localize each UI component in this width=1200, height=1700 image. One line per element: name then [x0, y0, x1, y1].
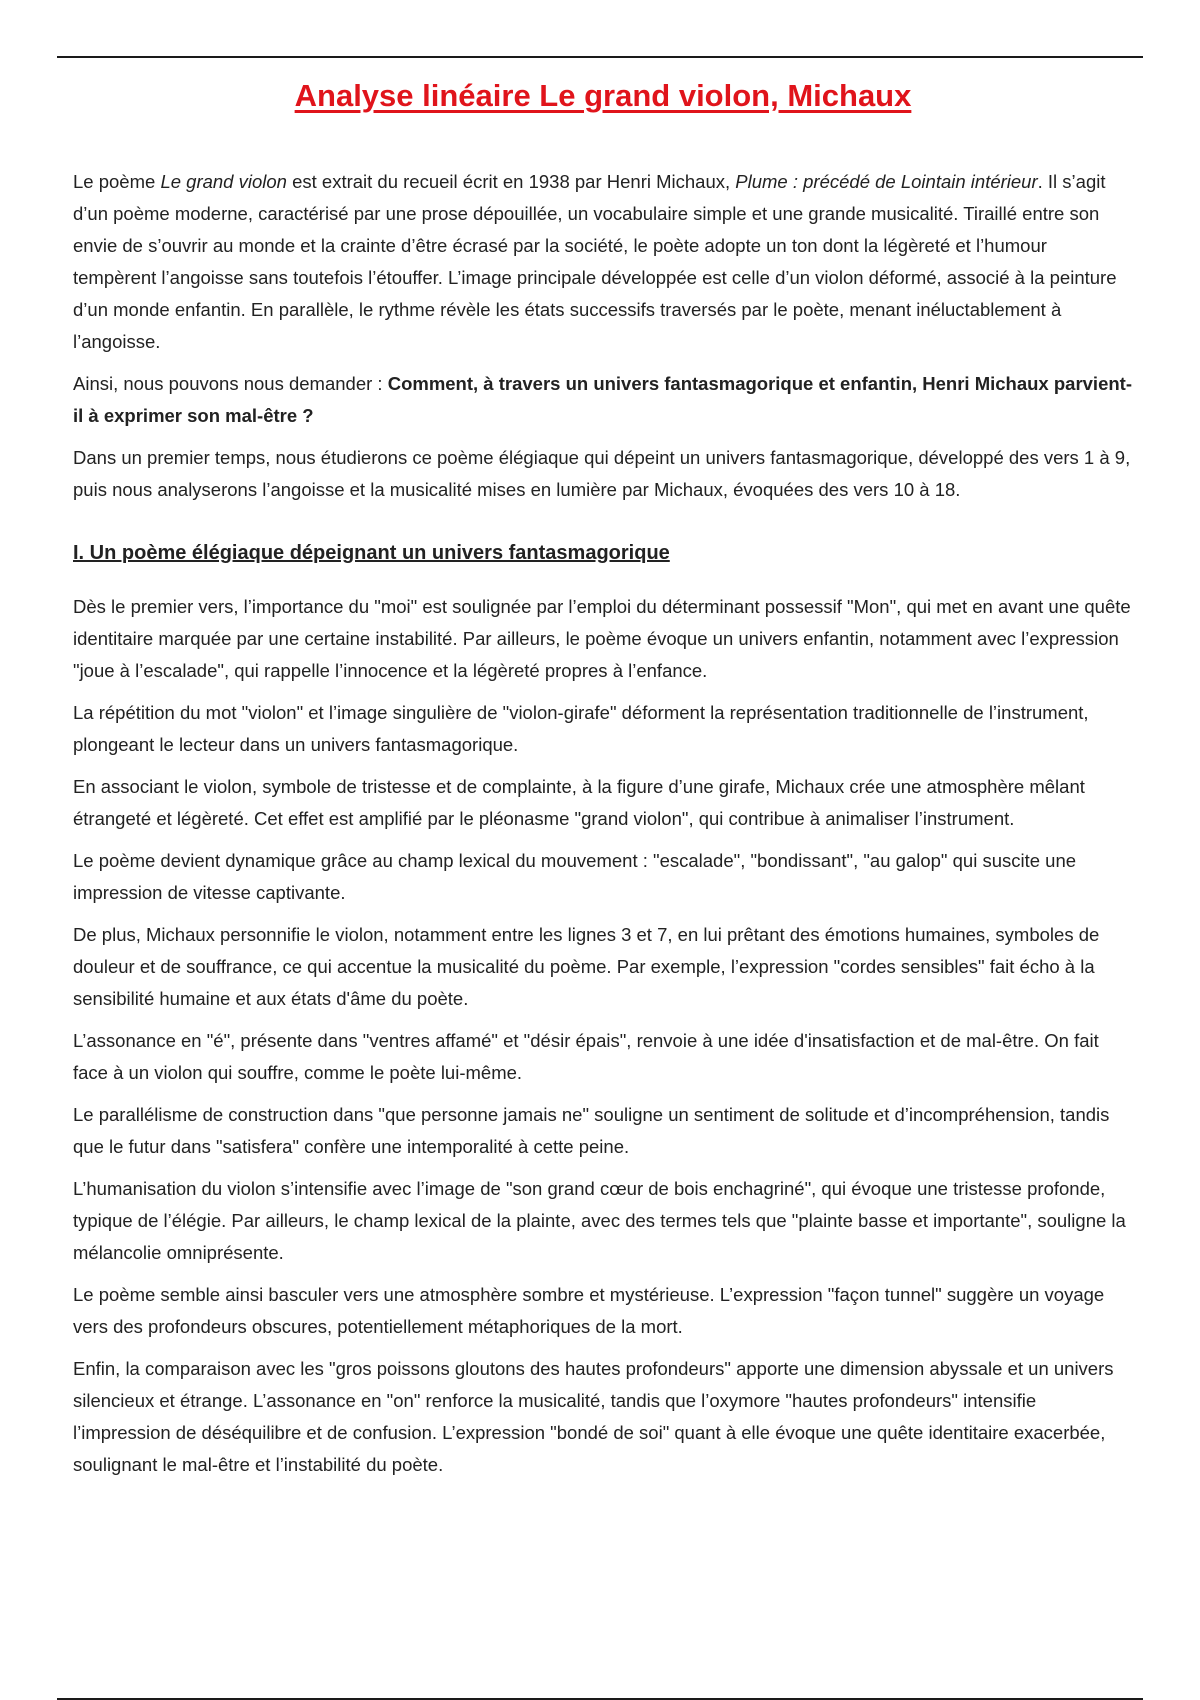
- intro-plan: Dans un premier temps, nous étudierons ce poème élégiaque qui dépeint un univers fantasmagorique, développé des vers 1 à 9, puis nous analyserons l’angoisse et la musicalité mises en lumière par Michaux, évoquées des vers 10 à 18.: [73, 447, 1131, 500]
- section-paragraph-7: Le parallélisme de construction dans "que personne jamais ne" souligne un sentiment de solitude et d’incompréhension, tandis que le futur dans "satisfera" confère une intemporalité à cette peine.: [73, 1104, 1110, 1157]
- section-paragraph-10: Enfin, la comparaison avec les "gros poissons gloutons des hautes profondeurs" apporte une dimension abyssale et un univers silencieux et étrange. L’assonance en "on" renforce la musicalité, tandis que l’oxymore "hautes profondeurs" intensifie l’impression de déséquilibre et de confusion. L’expression "bondé de soi" quant à elle évoque une quête identitaire exacerbée, soulignant le mal-être et l’instabilité du poète.: [73, 1358, 1114, 1475]
- section-paragraph-3: En associant le violon, symbole de tristesse et de complainte, à la figure d’une girafe, Michaux crée une atmosphère mêlant étrangeté et légèreté. Cet effet est amplifié par le pléonasme "grand violon", qui contribue à animaliser l’instrument.: [73, 776, 1085, 829]
- section-heading: I. Un poème élégiaque dépeignant un univers fantasmagorique: [73, 542, 670, 564]
- intro-paragraph-1: Le poème Le grand violon est extrait du recueil écrit en 1938 par Henri Michaux, Plume : précédé de Lointain intérieur. Il s’agit d’un poème moderne, caractérisé par une prose dépouillée, un vocabulaire simple et une grande musicalité. Tiraillé entre son envie de s’ouvrir au monde et la crainte d’être écrasé par la société, le poète adopte un ton dont la légèreté et l’humour tempèrent l’angoisse sans toutefois l’étouffer. L’image principale développée est celle d’un violon déformé, associé à la peinture d’un monde enfantin. En parallèle, le rythme révèle les états successifs traversés par le poète, menant inéluctablement à l’angoisse.: [73, 171, 1117, 352]
- section-paragraph-4: Le poème devient dynamique grâce au champ lexical du mouvement : "escalade", "bondissant", "au galop" qui suscite une impression de vitesse captivante.: [73, 850, 1077, 903]
- top-rule: [57, 56, 1143, 58]
- section-paragraph-8: L’humanisation du violon s’intensifie avec l’image de "son grand cœur de bois enchagriné", qui évoque une tristesse profonde, typique de l’élégie. Par ailleurs, le champ lexical de la plainte, avec des termes tels que "plainte basse et importante", souligne la mélancolie omniprésente.: [73, 1178, 1126, 1263]
- page-title: Analyse linéaire Le grand violon, Michaux: [294, 78, 912, 113]
- intro-problematique: Ainsi, nous pouvons nous demander : Comment, à travers un univers fantasmagorique et enfantin, Henri Michaux parvient-il à exprimer son mal-être ?: [73, 373, 1132, 426]
- section-paragraph-2: La répétition du mot "violon" et l’image singulière de "violon-girafe" déforment la représentation traditionnelle de l’instrument, plongeant le lecteur dans un univers fantasmagorique.: [73, 702, 1089, 755]
- section-paragraph-1: Dès le premier vers, l’importance du "moi" est soulignée par l’emploi du déterminant possessif "Mon", qui met en avant une quête identitaire marquée par une certaine instabilité. Par ailleurs, le poème évoque un univers enfantin, notamment avec l’expression "joue à l’escalade", qui rappelle l’innocence et la légèreté propres à l’enfance.: [73, 596, 1131, 681]
- section-paragraph-6: L’assonance en "é", présente dans "ventres affamé" et "désir épais", renvoie à une idée d'insatisfaction et de mal-être. On fait face à un violon qui souffre, comme le poète lui-même.: [73, 1030, 1099, 1083]
- section-paragraph-9: Le poème semble ainsi basculer vers une atmosphère sombre et mystérieuse. L’expression "façon tunnel" suggère un voyage vers des profondeurs obscures, potentiellement métaphoriques de la mort.: [73, 1284, 1105, 1337]
- document-content: [73, 72, 1133, 1491]
- section-paragraph-5: De plus, Michaux personnifie le violon, notamment entre les lignes 3 et 7, en lui prêtant des émotions humaines, symboles de douleur et de souffrance, ce qui accentue la musicalité du poème. Par exemple, l’expression "cordes sensibles" fait écho à la sensibilité humaine et aux états d'âme du poète.: [73, 924, 1100, 1009]
